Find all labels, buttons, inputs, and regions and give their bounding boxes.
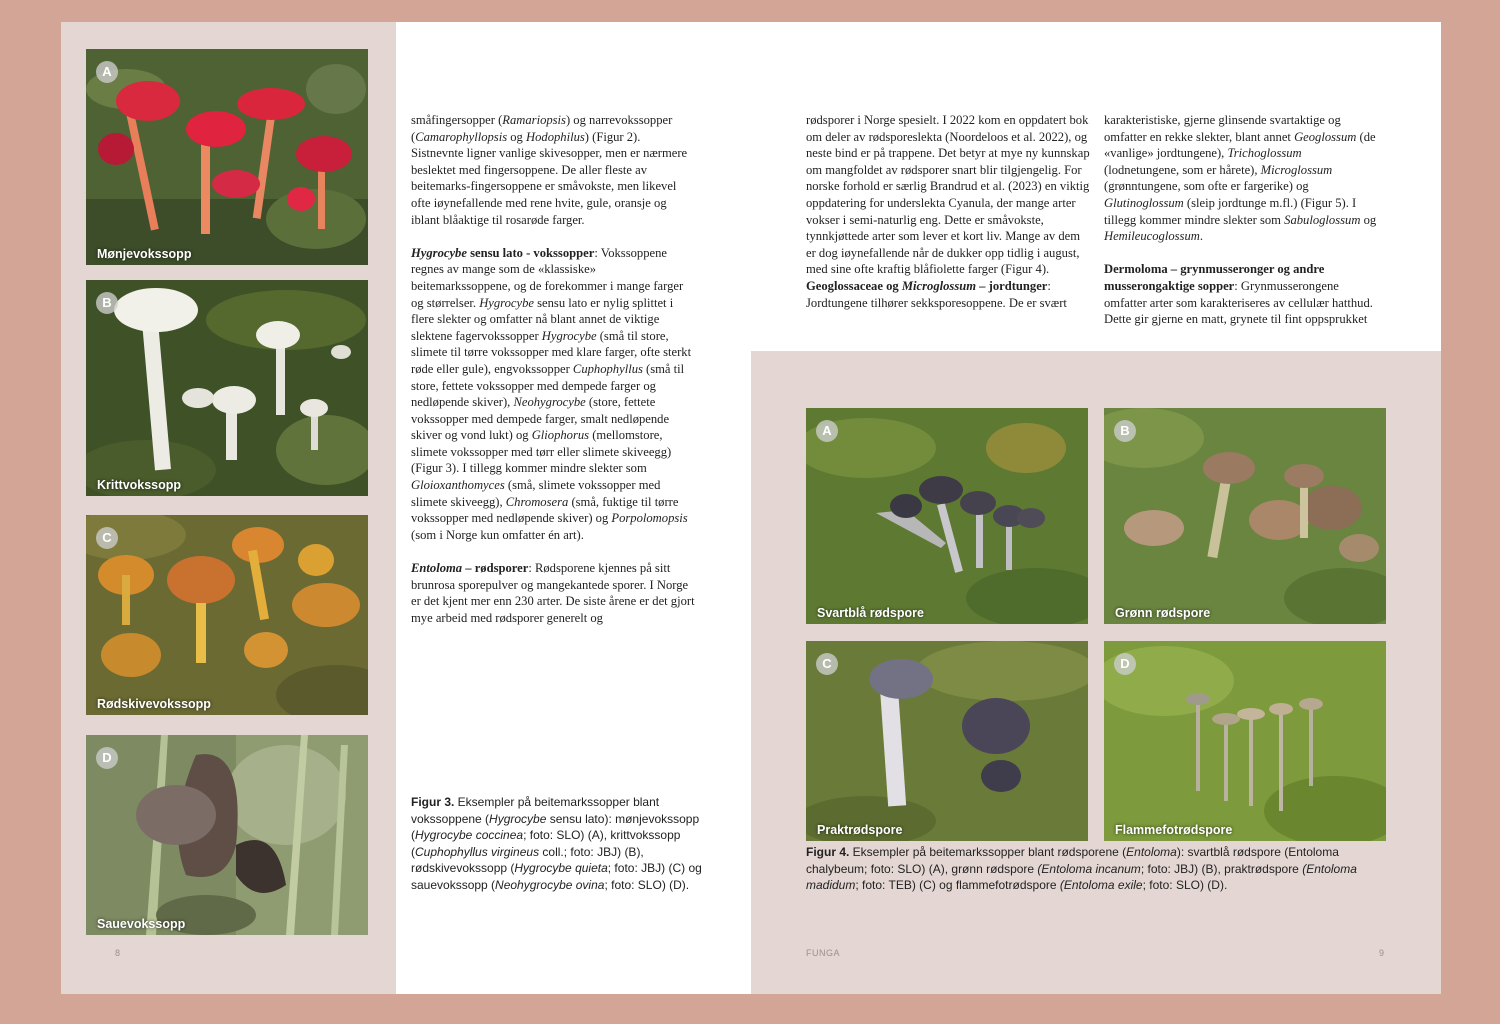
mushroom-photo-image — [86, 280, 368, 496]
photo-flammefotrodspore — [1104, 641, 1386, 841]
photo-gronn-rodspore — [1104, 408, 1386, 624]
photo-strip — [61, 22, 396, 994]
paragraph-dermoloma — [1104, 261, 1379, 327]
mushroom-photo-image — [86, 515, 368, 715]
figure-letter-badge: D — [1114, 653, 1136, 675]
text: ) og narrevokssopper ( — [411, 113, 673, 144]
text: (de «vanlige» jordtungene), — [1104, 129, 1376, 161]
species-name: Hygrocybe quieta — [514, 861, 608, 876]
figure-3-caption — [411, 794, 703, 894]
right-page — [751, 22, 1441, 994]
text: ; foto: TEB) (C) og flammefotrødspore — [855, 878, 1060, 893]
genus-name: Trichoglossum — [1227, 146, 1302, 161]
species-name: Neohygrocybe ovina — [495, 877, 605, 892]
figure-4-caption — [806, 844, 1391, 894]
figure-number: Figur 3. — [411, 795, 455, 809]
text: (lodnetungene, som er hårete), — [1104, 162, 1261, 177]
text: : Jordtungene tilhører sekksporesoppene. De er svært — [806, 278, 1067, 310]
text: ) (Figur 2). Sistnevnte ligner vanlige skivesopper, men er nærmere beslektet med fingersoppene. De aller fleste av beitemarks-fingersoppene er småvokste, men likevel ofte iøynefallende med rene hvite, gule, oransje og iblant blåaktige til rosarøde farger. — [411, 129, 688, 227]
photo-label: Svartblå rødspore — [817, 606, 924, 620]
text: (store, fettete vokssopper med dempede farger, smalt nedløpende skiver og vond lukt) og — [411, 395, 670, 443]
figure-number: Figur 4. — [806, 845, 850, 859]
text: sensu lato): mønjevokssopp ( — [411, 811, 700, 843]
text: (som i Norge kun omfatter én art). — [411, 527, 584, 542]
text: : Vokssoppene regnes av mange som de «klassiske» beitemarkssoppene, og de forekommer i mange farger og størrelser. — [411, 245, 684, 310]
text: ; foto: SLO) (D). — [1142, 878, 1228, 893]
genus-name: Geoglossum — [1294, 129, 1357, 144]
text: (små til store, slimete til tørre vokssopper med klare farger, ofte sterkt røde eller gule), engvokssopper — [411, 328, 692, 376]
genus-name: Entoloma — [411, 561, 463, 576]
genus-name: Gliophorus — [531, 428, 590, 443]
paragraph-jordtunger — [1104, 112, 1379, 245]
species-name: Hygrocybe coccinea — [415, 828, 524, 843]
text: ; foto: SLO) (D). — [604, 877, 690, 892]
text: . — [1199, 229, 1203, 244]
section-heading — [411, 561, 528, 575]
text: (små til store, fettete vokssopper med dempede farger og nedløpende skiver), — [411, 361, 685, 410]
left-page — [61, 22, 751, 994]
photo-monjevokssopp — [86, 49, 368, 265]
mushroom-photo-image — [86, 735, 368, 935]
figure-letter-badge: A — [96, 61, 118, 83]
text: rødsporer i Norge spesielt. I 2022 kom en oppdatert bok om deler av rødsporeslekta (Noordeloos et al. 2022), og neste bind er på trappene. Det betyr at mye ny kunnskap om mangfoldet av rødsporer snart blir tilgjengelig. For norske forhold er særlig Brandrud et al. (2023) en viktig oppdatering for underslekta Cyanula, der mange arter vokser i semi-naturlig eng. Dette er småvokste, tynnkjøttede arter som lever et kort liv. Mange av dem er dog iøynefallende når de dukker opp tidlig i august, med sine ofte kraftig blåfiolette farger (Figur 4). — [806, 113, 1090, 277]
section-heading — [411, 246, 594, 260]
text: sensu lato er nylig splittet i flere slekter og omfatter nå blant annet de viktige slektene fagervokssopper — [411, 295, 674, 343]
text: – jordtunger — [976, 278, 1048, 293]
photo-label: Krittvokssopp — [97, 478, 182, 492]
genus-name: Neohygrocybe — [513, 395, 586, 410]
genus-name: Porpolomopsis — [611, 511, 688, 526]
text: og — [882, 278, 902, 293]
species-name: (Entoloma exile — [1059, 878, 1143, 893]
figure-letter-badge: C — [96, 527, 118, 549]
genus-name: Hygrocybe — [479, 295, 534, 310]
genus-name: Entoloma — [1126, 845, 1177, 859]
photo-label: Flammefotrødspore — [1115, 823, 1233, 837]
text: Eksempler på beitemarkssopper blant rødsporene ( — [849, 845, 1127, 859]
text: og — [507, 129, 526, 144]
running-head: FUNGA — [806, 948, 840, 958]
mushroom-photo-image — [1104, 408, 1386, 624]
page-number: 8 — [115, 948, 121, 958]
paragraph-hygrocybe — [411, 245, 696, 544]
text: ; foto: JBJ) (C) og sauevokssopp ( — [411, 861, 702, 892]
mushroom-photo-image — [806, 641, 1088, 841]
species-name: Cuphophyllus virgineus — [415, 844, 540, 859]
genus-name: Ramariopsis — [502, 113, 566, 127]
genus-name: Chromosera — [505, 494, 569, 509]
text: og — [1360, 212, 1377, 227]
text: (sleip jordtunge m.fl.) (Figur 5). I tillegg kommer mindre slekter som — [1104, 195, 1357, 227]
figure-letter-badge: C — [816, 653, 838, 675]
genus-name: Microglossum — [901, 278, 977, 293]
species-name: (Entoloma incanum — [1037, 861, 1141, 876]
genus-name: Microglossum — [1260, 162, 1333, 177]
paragraph-intro — [411, 112, 696, 228]
photo-label: Praktrødspore — [817, 823, 903, 837]
figure-4-panel — [751, 351, 1441, 994]
text: ; foto: SLO) (A), krittvokssopp ( — [411, 828, 681, 859]
mushroom-photo-image — [1104, 641, 1386, 841]
photo-label: Sauevokssopp — [97, 917, 186, 931]
figure-letter-badge: A — [816, 420, 838, 442]
text: ): svartblå rødspore (Entoloma chalybeum; foto: SLO) (A), grønn rødspore — [806, 845, 1339, 876]
body-text-column-left — [411, 112, 696, 643]
mushroom-photo-image — [86, 49, 368, 265]
text: (små, fuktige til tørre vokssopper med nedløpende skiver) og — [411, 494, 679, 526]
section-heading: Dermoloma – grynmusseronger og andre musserongaktige sopper — [1104, 262, 1325, 293]
text: Eksempler på beitemarkssopper blant vokssoppene ( — [411, 795, 660, 826]
section-heading — [806, 279, 1047, 293]
text: sensu lato - vokssopper — [466, 245, 595, 260]
photo-krittvokssopp — [86, 280, 368, 496]
genus-name: Hygrocybe — [489, 811, 547, 826]
genus-name: Hemileucoglossum — [1104, 229, 1200, 244]
figure-letter-badge: D — [96, 747, 118, 769]
text: ; foto: JBJ) (B), praktrødspore — [1140, 861, 1303, 876]
text: småfingersopper ( — [411, 113, 503, 127]
species-name: (Entoloma madidum — [806, 861, 1357, 893]
body-text-column-right-1 — [806, 112, 1091, 328]
mushroom-photo-image — [806, 408, 1088, 624]
photo-label: Rødskivevokssopp — [97, 697, 211, 711]
photo-sauevokssopp — [86, 735, 368, 935]
genus-name: Hygrocybe — [411, 245, 467, 260]
genus-name: Camarophyllopsis — [415, 129, 508, 144]
genus-name: Glutinoglossum — [1104, 195, 1184, 210]
photo-label: Mønjevokssopp — [97, 247, 192, 261]
text: (mellomstore, slimete vokssopper med tørr eller slimete skiveegg) (Figur 3). I tillegg kommer mindre slekter som — [411, 428, 672, 476]
body-text-column-right-2 — [1104, 112, 1379, 344]
paragraph-entoloma — [411, 560, 696, 626]
genus-name: Gloioxanthomyces — [411, 478, 505, 493]
figure-letter-badge: B — [96, 292, 118, 314]
text: – rødsporer — [462, 561, 529, 576]
photo-label: Grønn rødspore — [1115, 606, 1211, 620]
photo-praktrodspore — [806, 641, 1088, 841]
text: Geoglossaceae — [806, 278, 883, 293]
text: : Grynmusserongene omfatter arter som karakteriseres av cellulær hatthud. Dette gir gjerne en matt, grynete til fint oppsprukket — [1104, 278, 1373, 327]
text: (grønntungene, som ofte er fargerike) og — [1104, 179, 1309, 194]
photo-svartbla-rodspore — [806, 408, 1088, 624]
paragraph-rodsporer — [806, 112, 1091, 311]
text: coll.; foto: JBJ) (B), rødskivevokssopp ( — [411, 844, 644, 876]
page-number: 9 — [1379, 948, 1385, 958]
genus-name: Hygrocybe — [541, 328, 597, 343]
genus-name: Hodophilus — [526, 129, 585, 144]
genus-name: Sabuloglossum — [1284, 212, 1361, 227]
genus-name: Cuphophyllus — [572, 361, 643, 376]
figure-letter-badge: B — [1114, 420, 1136, 442]
text: : Rødsporene kjennes på sitt brunrosa sporepulver og mangekantede sporer. I Norge er det kjent mer enn 230 arter. De siste årene er det gjort mye arbeid med rødsporer generelt og — [411, 561, 695, 625]
text: (små, slimete vokssopper med slimete skiveegg), — [411, 478, 661, 509]
text: karakteristiske, gjerne glinsende svartaktige og omfatter en rekke slekter, blant annet — [1104, 113, 1341, 144]
photo-rodskivevokssopp — [86, 515, 368, 715]
